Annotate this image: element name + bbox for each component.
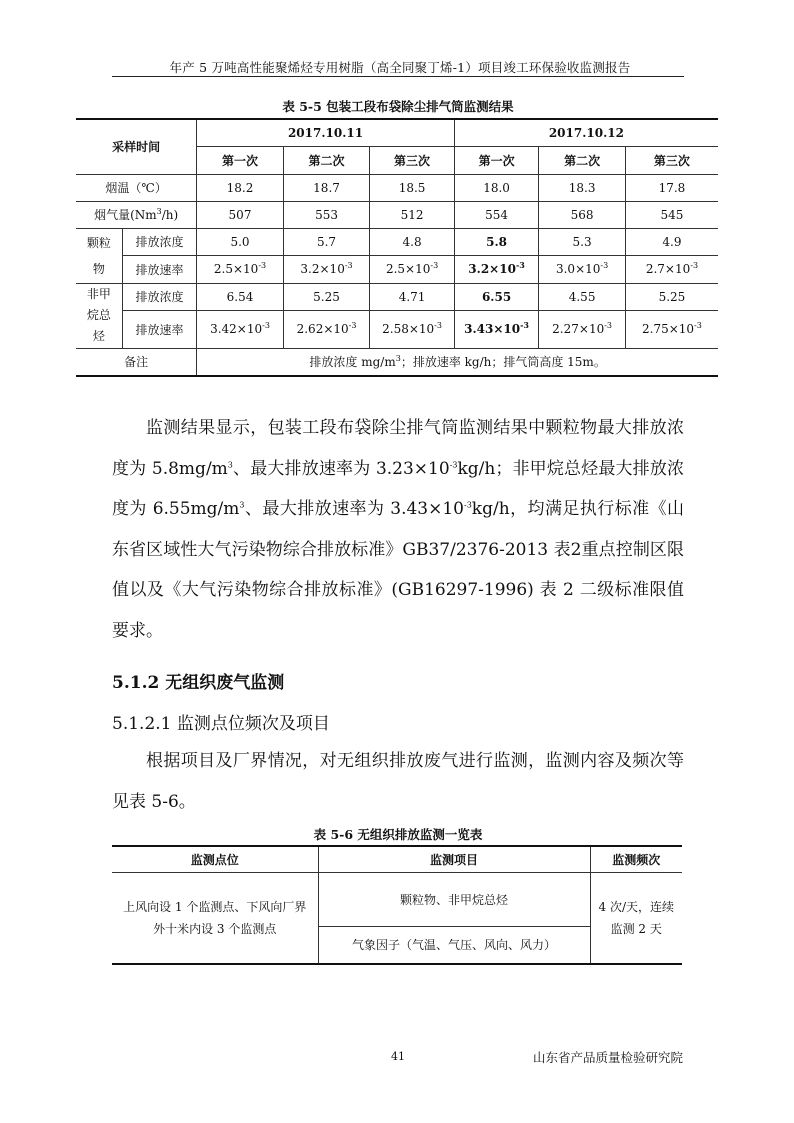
- para-text: kg/h；非甲烷总烃最大排放浓度为 6.55mg/m: [112, 458, 685, 519]
- para-sup: -3: [464, 500, 472, 510]
- run-header: 第二次: [539, 146, 626, 174]
- table-cell: 4.8: [370, 228, 455, 255]
- para-text: 监测结果显示，包装工段布袋除尘排气筒监测结果中颗粒物最大排放浓度为 5.8mg/m: [112, 418, 684, 479]
- rate-exponent: -3: [344, 261, 353, 270]
- table-cell: 507: [197, 201, 284, 228]
- flow-label: [76, 201, 197, 228]
- rate-exponent: -3: [600, 261, 609, 270]
- run-header: 第三次: [625, 146, 718, 174]
- run-header: 第一次: [454, 146, 539, 174]
- table-cell: 18.2: [197, 174, 284, 201]
- rate-mantissa: 2.27×10: [552, 322, 605, 336]
- rate-exponent: -3: [515, 260, 525, 270]
- rate-exponent: -3: [604, 321, 613, 330]
- table-cell: [197, 255, 284, 283]
- table-cell-max: 6.55: [454, 283, 539, 310]
- rate-mantissa: 3.0×10: [555, 262, 601, 276]
- remark-part-a: 排放浓度 mg/m: [309, 355, 396, 370]
- rate-mantissa: 3.2×10: [300, 262, 345, 276]
- section-heading-5-1-2-1: 5.1.2.1 监测点位频次及项目: [112, 714, 330, 734]
- table-cell: 5.0: [197, 228, 284, 255]
- results-paragraph: [112, 408, 684, 651]
- table-cell: 568: [539, 201, 626, 228]
- table-cell: [283, 255, 370, 283]
- rate-mantissa: 2.75×10: [642, 322, 695, 336]
- para-text: kg/h，均满足执行标准《山东省区域性大气污染物综合排放标准》GB37/2376-2013 表2重点控制区限值以及《大气污染物综合排放标准》(GB16297-1996) 表 2 二级标准限值要求。: [112, 499, 684, 641]
- table-cell: 4.55: [539, 283, 626, 310]
- table-cell: 5.25: [283, 283, 370, 310]
- run-header: 第三次: [370, 146, 455, 174]
- table-5-6: [112, 845, 682, 965]
- table-cell: [283, 310, 370, 348]
- monitoring-frequency: 4 次/天，连续监测 2 天: [590, 872, 682, 964]
- intro-paragraph: 根据项目及厂界情况，对无组织排放废气进行监测，监测内容及频次等见表 5-6。: [112, 751, 684, 812]
- rate-mantissa: 3.42×10: [210, 322, 263, 336]
- table-cell: 5.7: [283, 228, 370, 255]
- table-cell: [370, 310, 455, 348]
- rate-mantissa: 2.62×10: [296, 322, 349, 336]
- table-5-6-caption: 表 5-6 无组织排放监测一览表: [313, 827, 483, 842]
- flow-label-text: 烟气量(Nm: [94, 208, 157, 222]
- table-cell: 5.3: [539, 228, 626, 255]
- run-header: 第一次: [197, 146, 284, 174]
- rate-label: 排放速率: [122, 310, 196, 348]
- table-cell: [539, 310, 626, 348]
- para-sup: 3: [239, 500, 245, 510]
- rate-exponent: -3: [258, 261, 267, 270]
- page-number: 41: [391, 1050, 405, 1063]
- rate-exponent: -3: [694, 321, 702, 330]
- rate-mantissa: 2.5×10: [213, 262, 259, 276]
- table-cell: [370, 255, 455, 283]
- table-cell: 17.8: [625, 174, 718, 201]
- table-cell: [625, 310, 718, 348]
- monitoring-item: 气象因子（气温、气压、风向、风力）: [318, 926, 590, 964]
- conc-label: 排放浓度: [122, 228, 196, 255]
- rate-exponent: -3: [430, 261, 439, 270]
- table-cell: 18.7: [283, 174, 370, 201]
- column-header: 监测频次: [590, 846, 682, 872]
- table-cell: 5.25: [625, 283, 718, 310]
- rate-exponent: -3: [262, 321, 270, 330]
- table-cell: [625, 255, 718, 283]
- para-sup: -3: [449, 459, 458, 469]
- table-cell-max: [454, 310, 539, 348]
- conc-label: 排放浓度: [122, 283, 196, 310]
- column-header: 监测项目: [318, 846, 590, 872]
- table-cell: 6.54: [197, 283, 284, 310]
- rate-exponent: -3: [520, 320, 529, 330]
- flue-temp-label: 烟温（℃）: [76, 174, 197, 201]
- table-5-5-caption: 表 5-5 包装工段布袋除尘排气筒监测结果: [282, 99, 514, 114]
- monitoring-location: 上风向设 1 个监测点、下风向厂界外十米内设 3 个监测点: [112, 872, 318, 964]
- flow-label-tail: /h): [161, 208, 179, 222]
- section-heading-5-1-2: 5.1.2 无组织废气监测: [112, 673, 285, 693]
- flow-label-sup: 3: [156, 207, 162, 216]
- remark-text: [197, 348, 718, 376]
- report-header-title: 年产 5 万吨高性能聚烯烃专用树脂（高全同聚丁烯-1）项目竣工环保验收监测报告: [169, 60, 631, 75]
- column-header: 监测点位: [112, 846, 318, 872]
- remark-label: 备注: [76, 348, 197, 376]
- para-text: 、最大排放速率为 3.23×10: [232, 458, 450, 479]
- rate-mantissa: 3.43×10: [464, 322, 521, 336]
- table-cell: 554: [454, 201, 539, 228]
- table-cell: 18.0: [454, 174, 539, 201]
- table-cell: 18.3: [539, 174, 626, 201]
- rate-mantissa: 2.5×10: [385, 262, 431, 276]
- pm-label: 颗粒物: [76, 228, 122, 283]
- rate-mantissa: 3.2×10: [468, 262, 516, 276]
- date2: 2017.10.12: [454, 119, 718, 146]
- table-cell: [539, 255, 626, 283]
- table-cell: 4.9: [625, 228, 718, 255]
- header-rule: [112, 76, 684, 77]
- table-cell: 553: [283, 201, 370, 228]
- rate-mantissa: 2.7×10: [645, 262, 691, 276]
- footer-organization: 山东省产品质量检验研究院: [533, 1050, 684, 1065]
- run-header: 第二次: [283, 146, 370, 174]
- table-cell: [197, 310, 284, 348]
- rate-exponent: -3: [434, 321, 442, 330]
- monitoring-item: 颗粒物、非甲烷总烃: [318, 872, 590, 926]
- rate-mantissa: 2.58×10: [382, 322, 435, 336]
- table-cell: 512: [370, 201, 455, 228]
- rate-exponent: -3: [348, 321, 357, 330]
- table-cell-max: 5.8: [454, 228, 539, 255]
- nmhc-label: 非甲烷总烃: [76, 283, 122, 348]
- table-cell: 545: [625, 201, 718, 228]
- table-5-5: [76, 118, 718, 377]
- rate-exponent: -3: [690, 261, 699, 270]
- remark-sup: 3: [395, 354, 401, 364]
- para-sup: 3: [227, 459, 233, 469]
- sample-time-label: 采样时间: [76, 119, 197, 174]
- date1: 2017.10.11: [197, 119, 455, 146]
- table-cell-max: [454, 255, 539, 283]
- table-cell: 18.5: [370, 174, 455, 201]
- remark-part-b: ；排放速率 kg/h；排气筒高度 15m。: [400, 355, 606, 370]
- para-text: 、最大排放速率为 3.43×10: [244, 499, 464, 519]
- table-cell: 4.71: [370, 283, 455, 310]
- rate-label: 排放速率: [122, 255, 196, 283]
